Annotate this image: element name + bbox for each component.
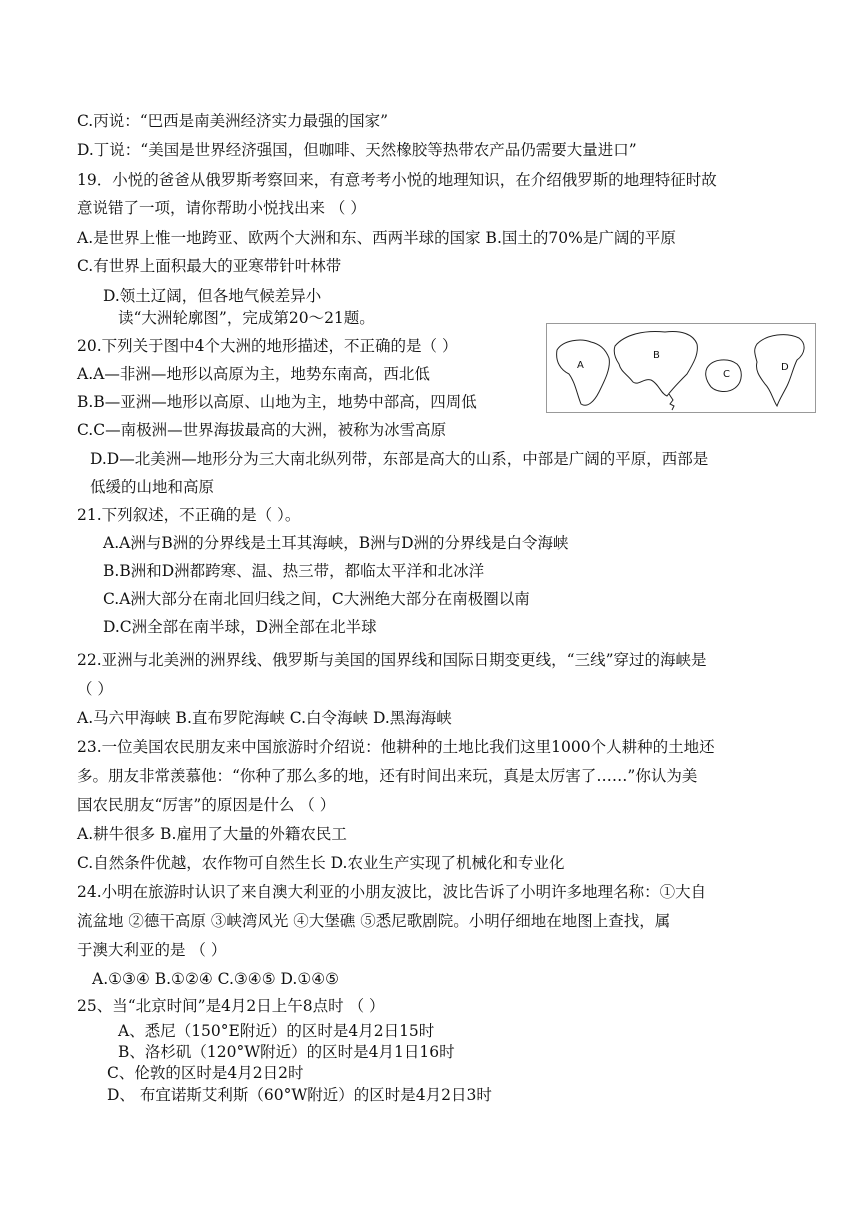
- continent-outline-map: [546, 323, 816, 413]
- continent-africa-outline: [557, 340, 610, 405]
- map-label-c: C: [723, 369, 730, 380]
- map-label-b: B: [653, 350, 660, 361]
- continent-asia-outline: [614, 332, 697, 397]
- line-18: C.A洲大部分在南北回归线之间，C大洲绝大部分在南极圈以南: [103, 590, 530, 608]
- line-16: A.A洲与B洲的分界线是土耳其海峡，B洲与D洲的分界线是白令海峡: [103, 534, 569, 552]
- line-22: A.马六甲海峡 B.直布罗陀海峡 C.白令海峡 D.黑海海峡: [77, 709, 452, 727]
- line-17: B.B洲和D洲都跨寒、温、热三带，都临太平洋和北冰洋: [103, 562, 485, 580]
- map-label-a: A: [577, 360, 584, 371]
- line-23: 23.一位美国农民朋友来中国旅游时介绍说：他耕种的土地比我们这里1000个人耕种的土地还: [77, 738, 715, 756]
- line-31: A.①③④ B.①②④ C.③④⑤ D.①④⑤: [92, 970, 340, 988]
- line-26: A.耕牛很多 B.雇用了大量的外籍农民工: [77, 825, 347, 843]
- line-1: C.丙说：“巴西是南美洲经济实力最强的国家”: [77, 112, 389, 130]
- line-3: 19．小悦的爸爸从俄罗斯考察回来，有意考考小悦的地理知识，在介绍俄罗斯的地理特征时故: [77, 171, 717, 189]
- line-27: C.自然条件优越，农作物可自然生长 D.农业生产实现了机械化和专业化: [77, 854, 565, 872]
- line-7: D.领土辽阔，但各地气候差异小: [103, 287, 322, 305]
- line-14: 低缓的山地和高原: [90, 478, 215, 496]
- line-33: A、悉尼（150°E附近）的区时是4月2日15时: [118, 1022, 435, 1040]
- line-2: D.丁说：“美国是世界经济强国，但咖啡、天然橡胶等热带农产品仍需要大量进口”: [77, 141, 637, 159]
- line-11: B.B—亚洲—地形以高原、山地为主，地势中部高，四周低: [77, 393, 477, 411]
- line-25: 国农民朋友“厉害”的原因是什么 （ ）: [77, 796, 336, 814]
- line-15: 21.下列叙述，不正确的是（ ）。: [77, 506, 301, 524]
- line-30: 于澳大利亚的是 （ ）: [77, 941, 227, 959]
- line-35: C、伦敦的区时是4月2日2时: [107, 1064, 304, 1082]
- line-19: D.C洲全部在南半球，D洲全部在北半球: [103, 618, 377, 636]
- line-13: D.D—北美洲—地形分为三大南北纵列带，东部是高大的山系，中部是广阔的平原，西部是: [90, 450, 709, 468]
- line-21: （ ）: [77, 680, 113, 698]
- line-29: 流盆地 ②德干高原 ③峡湾风光 ④大堡礁 ⑤悉尼歌剧院。小明仔细地在地图上查找，属: [77, 912, 671, 930]
- line-10: A.A—非洲—地形以高原为主，地势东南高，西北低: [77, 365, 430, 383]
- line-28: 24.小明在旅游时认识了来自澳大利亚的小朋友波比，波比告诉了小明许多地理名称：①大自: [77, 883, 707, 901]
- line-20: 22.亚洲与北美洲的洲界线、俄罗斯与美国的国界线和国际日期变更线，“三线”穿过的海峡是: [77, 651, 707, 669]
- continent-north-america-outline: [755, 335, 804, 406]
- line-32: 25、当“北京时间”是4月2日上午8点时 （ ）: [77, 997, 385, 1015]
- line-34: B、洛杉矶（120°W附近）的区时是4月1日16时: [118, 1043, 455, 1061]
- line-5: A.是世界上惟一地跨亚、欧两个大洲和东、西两半球的国家 B.国土的70%是广阔的平原: [77, 229, 676, 247]
- line-12: C.C—南极洲—世界海拔最高的大洲，被称为冰雪高原: [77, 421, 447, 439]
- line-6: C.有世界上面积最大的亚寒带针叶林带: [77, 257, 342, 275]
- line-24: 多。朋友非常羡慕他：“你种了那么多的地，还有时间出来玩，真是太厉害了……”你认为美: [77, 767, 698, 785]
- line-9: 20.下列关于图中4个大洲的地形描述，不正确的是（ ）: [77, 337, 458, 355]
- line-8: 读“大洲轮廓图”，完成第20～21题。: [118, 309, 375, 327]
- map-label-d: D: [781, 362, 789, 373]
- line-36: D、 布宜诺斯艾利斯（60°W附近）的区时是4月2日3时: [107, 1086, 492, 1104]
- line-4: 意说错了一项，请你帮助小悦找出来 （ ）: [77, 199, 366, 217]
